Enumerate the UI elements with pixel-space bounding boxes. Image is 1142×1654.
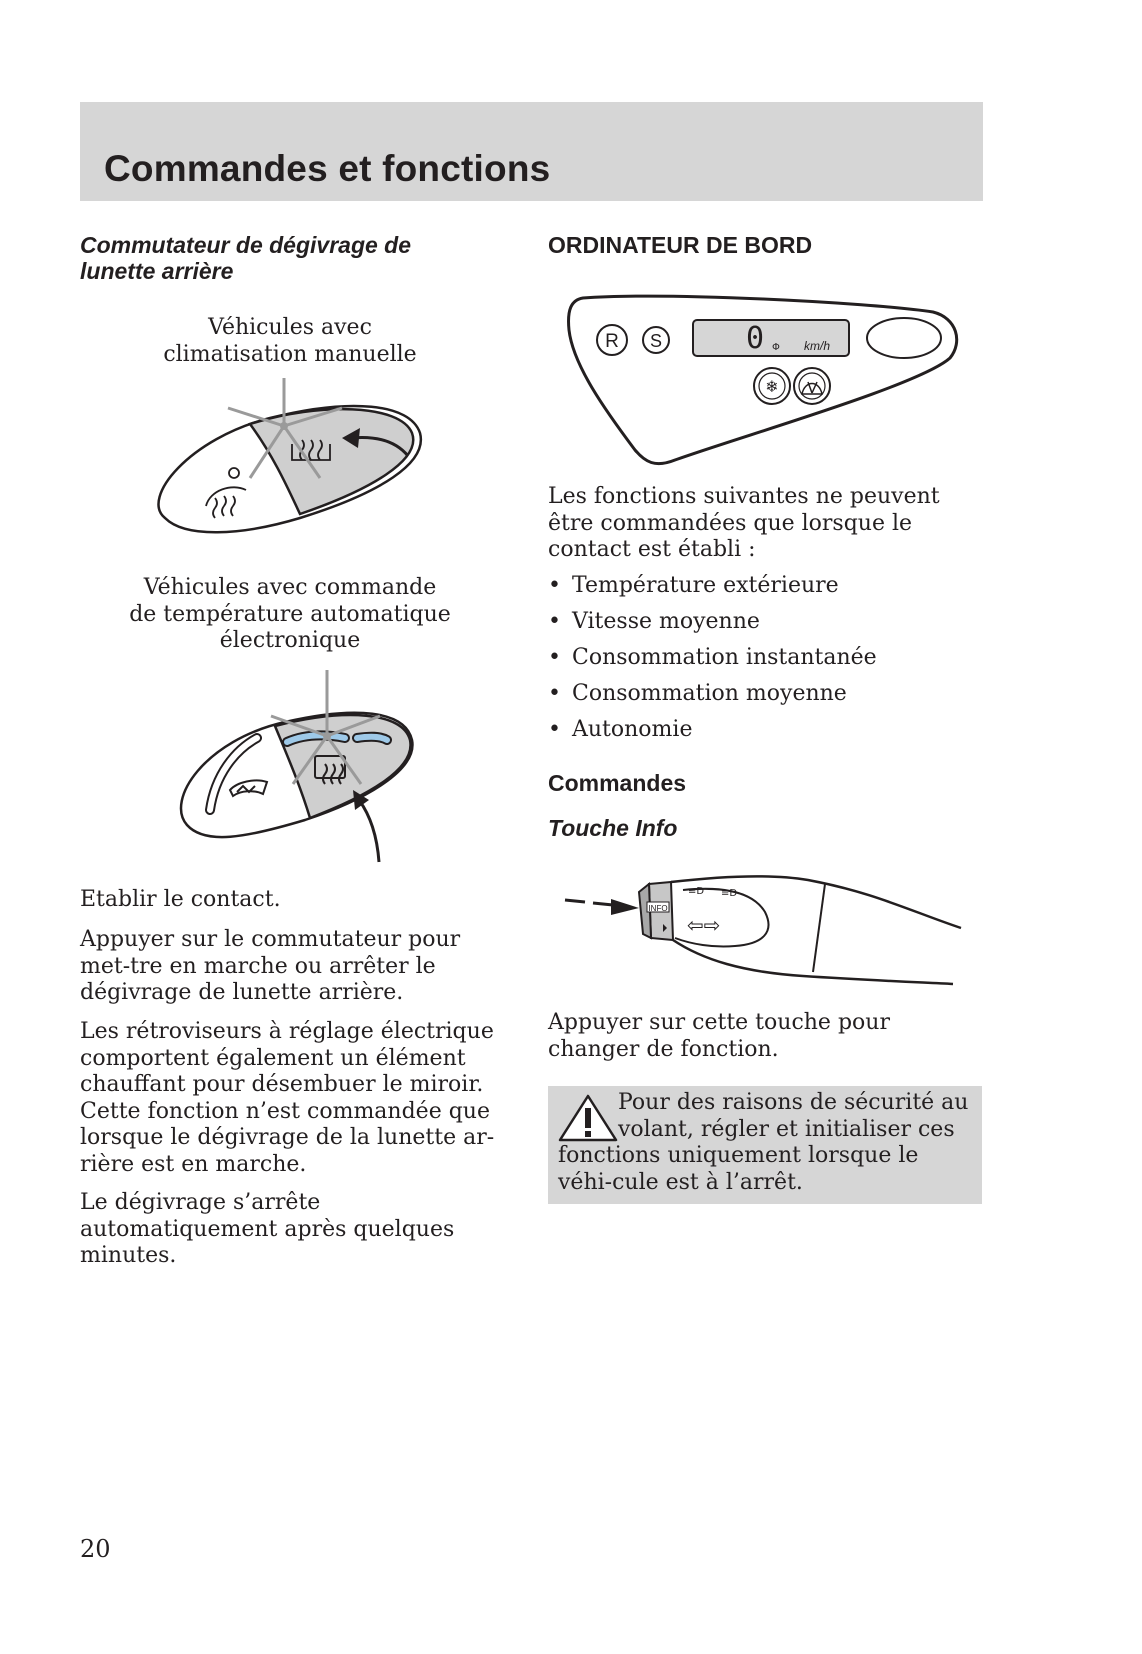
- list-item: • Vitesse moyenne: [548, 609, 978, 645]
- intro-paragraph: Les fonctions suivantes ne peuvent être commandées que lorsque le contact est établi :: [548, 484, 940, 562]
- caption-auto-temp: [110, 575, 470, 655]
- headlamp-icon: ≡D: [721, 888, 738, 899]
- paragraph: Etablir le contact.: [80, 887, 281, 912]
- list-item: • Consommation instantanée: [548, 645, 978, 681]
- select-button-label: S: [649, 331, 663, 351]
- display-unit: km/h: [803, 339, 831, 353]
- snowflake-icon: ❄: [765, 377, 779, 396]
- functions-list: [548, 573, 978, 753]
- caption-line: climatisation manuelle: [163, 341, 417, 367]
- info-stalk-figure: [563, 872, 973, 992]
- section-heading-defrost: Commutateur de dégivrage de lunette arrière: [80, 232, 412, 284]
- paragraph: Les rétroviseurs à réglage électrique comportent également un élément chauffant pour désembuer le miroir. Cette fonction n’est commandée que lorsque le dégivrage de la lunette ar-rière est en marche.: [80, 1019, 495, 1177]
- paragraph: Appuyer sur cette touche pour changer de fonction.: [548, 1010, 890, 1062]
- defrost-switch-auto-figure: [175, 660, 435, 870]
- svg-text:Φ: Φ: [772, 342, 780, 353]
- page-title: Commandes et fonctions: [104, 148, 551, 189]
- header-band: [80, 102, 983, 201]
- paragraph: Le dégivrage s’arrête automatiquement après quelques minutes.: [80, 1190, 455, 1268]
- list-item: • Consommation moyenne: [548, 681, 978, 717]
- info-button-label[interactable]: INFO: [648, 904, 668, 913]
- subheading-commandes: Commandes: [548, 770, 687, 796]
- warning-text: Pour des raisons de sécurité au volant, régler et initialiser ces fonctions uniquement lorsque le véhi-cule est à l’arrêt.: [558, 1090, 969, 1195]
- reset-button-label: R: [605, 331, 619, 352]
- warning-box: [548, 1086, 982, 1204]
- turn-signal-icon: ⇦⇨: [687, 913, 721, 937]
- display-digit: 0: [745, 321, 765, 356]
- caption-line: Véhicules avec commande: [143, 575, 437, 600]
- list-item: • Autonomie: [548, 717, 978, 753]
- list-item: • Température extérieure: [548, 573, 978, 609]
- subheading-touche-info: Touche Info: [548, 815, 678, 841]
- caption-line: de température automatique: [129, 601, 451, 627]
- section-heading-trip-computer: ORDINATEUR DE BORD: [548, 232, 813, 258]
- caption-line: électronique: [219, 628, 361, 653]
- paragraph: Appuyer sur le commutateur pour met-tre en marche ou arrêter le dégivrage de lunette arrière.: [80, 927, 461, 1005]
- caption-line: Véhicules avec: [208, 315, 372, 340]
- headlamp-icon: ≡D: [688, 886, 705, 897]
- caption-manual-ac: [110, 315, 470, 368]
- trip-computer-display-figure: [565, 290, 960, 470]
- page-number: 20: [80, 1535, 111, 1563]
- defrost-switch-manual-figure: [150, 378, 440, 558]
